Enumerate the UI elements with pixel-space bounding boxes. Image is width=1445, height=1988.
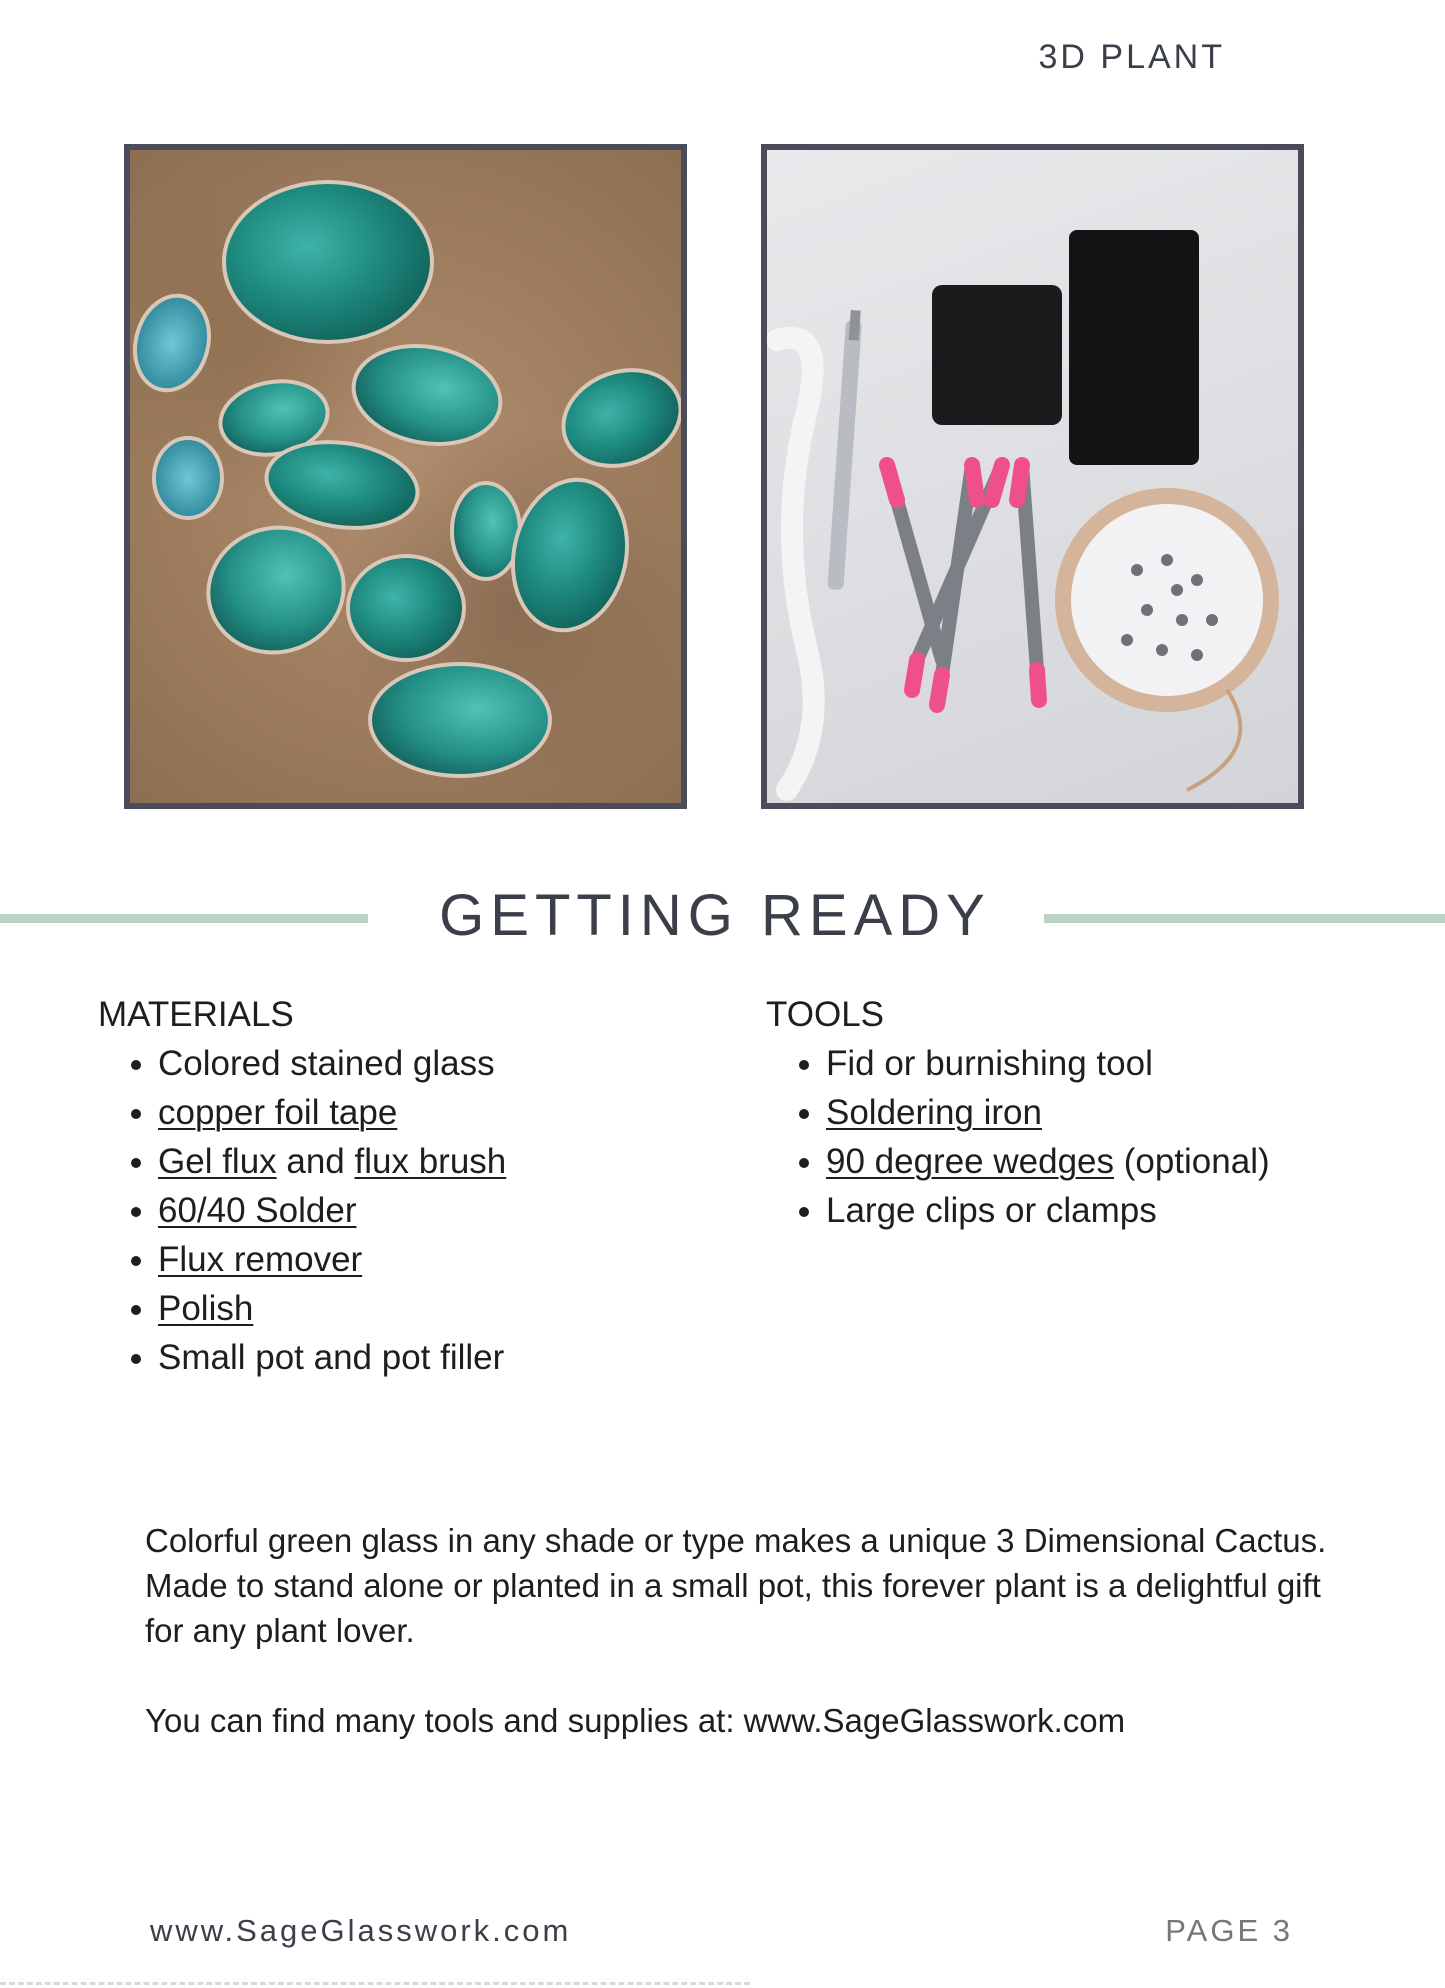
tools-illustration bbox=[767, 150, 1298, 803]
tool-suffix: (optional) bbox=[1114, 1142, 1270, 1181]
bottom-divider bbox=[0, 1982, 750, 1985]
supplies-note: You can find many tools and supplies at: www.SageGlasswork.com bbox=[145, 1702, 1126, 1739]
section-title: GETTING READY bbox=[439, 883, 991, 948]
description-block bbox=[145, 1518, 1345, 1743]
gel-flux-link[interactable]: Gel flux bbox=[158, 1142, 277, 1181]
list-item bbox=[158, 1088, 738, 1137]
footer-website: www.SageGlasswork.com bbox=[150, 1913, 572, 1948]
solder-link[interactable]: 60/40 Solder bbox=[158, 1191, 357, 1230]
list-item bbox=[158, 1235, 738, 1284]
material-label: Colored stained glass bbox=[158, 1044, 495, 1083]
tools-heading: TOOLS bbox=[766, 995, 885, 1034]
list-item bbox=[826, 1137, 1406, 1186]
list-item bbox=[826, 1039, 1406, 1088]
tools-photo bbox=[761, 144, 1304, 809]
tool-label: Fid or burnishing tool bbox=[826, 1044, 1153, 1083]
list-item bbox=[158, 1137, 738, 1186]
materials-heading: MATERIALS bbox=[98, 995, 294, 1034]
list-item bbox=[158, 1186, 738, 1235]
material-connector: and bbox=[276, 1142, 355, 1181]
glass-pieces-illustration bbox=[130, 150, 681, 803]
material-label: Small pot and pot filler bbox=[158, 1338, 505, 1377]
page-number: PAGE 3 bbox=[1165, 1913, 1293, 1948]
materials-column bbox=[98, 990, 738, 1382]
list-item bbox=[826, 1186, 1406, 1235]
materials-list bbox=[98, 1039, 738, 1382]
list-item bbox=[826, 1088, 1406, 1137]
tools-column bbox=[766, 990, 1406, 1235]
glass-pieces-photo bbox=[124, 144, 687, 809]
description-paragraph: Colorful green glass in any shade or type makes a unique 3 Dimensional Cactus. Made to stand alone or planted in a small pot, this forever plant is a delightful gift for any plant lover. bbox=[145, 1522, 1327, 1649]
polish-link[interactable]: Polish bbox=[158, 1289, 254, 1328]
wedges-link[interactable]: 90 degree wedges bbox=[826, 1142, 1114, 1181]
tools-list bbox=[766, 1039, 1406, 1235]
list-item bbox=[158, 1039, 738, 1088]
flux-brush-link[interactable]: flux brush bbox=[354, 1142, 507, 1181]
list-item bbox=[158, 1284, 738, 1333]
flux-remover-link[interactable]: Flux remover bbox=[158, 1240, 363, 1279]
tool-label: Large clips or clamps bbox=[826, 1191, 1157, 1230]
soldering-iron-link[interactable]: Soldering iron bbox=[826, 1093, 1042, 1132]
copper-foil-tape-link[interactable]: copper foil tape bbox=[158, 1093, 398, 1132]
document-header-title: 3D PLANT bbox=[1038, 38, 1225, 76]
list-item bbox=[158, 1333, 738, 1382]
